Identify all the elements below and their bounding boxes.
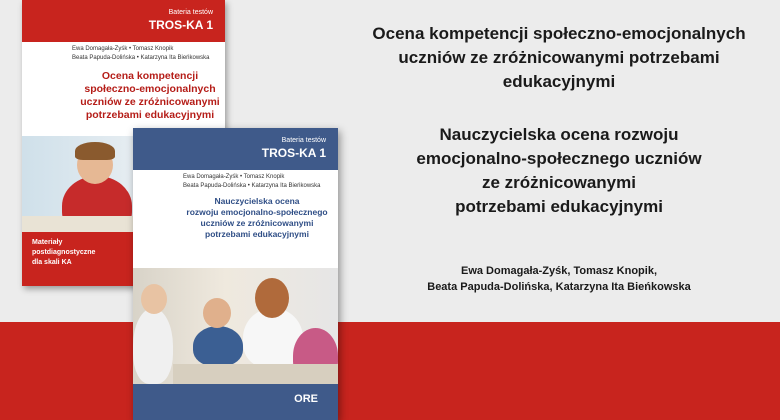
- book-title-line: społeczno-emocjonalnych: [84, 83, 216, 95]
- book-title-line: rozwoju emocjonalno-społecznego: [186, 207, 328, 217]
- book-note-line: postdiagnostyczne: [32, 249, 96, 256]
- authors-line: Ewa Domagała-Zyśk, Tomasz Knopik,: [460, 265, 657, 277]
- boy-head: [203, 298, 231, 328]
- book-note: [32, 238, 132, 268]
- book-note-line: Materiały: [32, 239, 63, 246]
- book-title-line: uczniów ze zróżnicowanymi: [200, 218, 314, 228]
- boy-hair: [75, 142, 115, 160]
- book-authors-line: Beata Papuda-Dolińska • Katarzyna Ita Bieńkowska: [183, 183, 321, 189]
- book-title-line: potrzebami edukacyjnymi: [85, 109, 215, 121]
- book-series-label: Bateria testów: [168, 9, 213, 16]
- book-note-line: dla skali KA: [32, 259, 72, 266]
- book-series-label: Bateria testów: [281, 137, 326, 144]
- book-authors-line: Beata Papuda-Dolińska • Katarzyna Ita Bieńkowska: [72, 55, 210, 61]
- cover-photo-classroom: [133, 268, 338, 384]
- book-title-line: Nauczycielska ocena: [214, 196, 300, 206]
- book-title-line: Ocena kompetencji: [101, 70, 199, 82]
- book-authors: [72, 45, 222, 63]
- book-authors: [183, 173, 335, 191]
- book-title: [80, 70, 220, 122]
- title-1-line: uczniów ze zróżnicowanymi potrzebami: [398, 48, 720, 67]
- title-1: [338, 22, 780, 94]
- book-authors-line: Ewa Domagała-Zyśk • Tomasz Knopik: [183, 174, 285, 180]
- title-2-line: emocjonalno-społecznego uczniów: [416, 149, 702, 168]
- book-code: TROS-KA 1: [261, 146, 326, 160]
- book-title-line: uczniów ze zróżnicowanymi: [80, 96, 220, 108]
- title-2: [338, 123, 780, 219]
- title-1-line: edukacyjnymi: [502, 72, 616, 91]
- authors-line: Beata Papuda-Dolińska, Katarzyna Ita Bieńkowska: [427, 281, 691, 293]
- boy-figure: [193, 326, 243, 366]
- book-code: TROS-KA 1: [148, 18, 213, 32]
- teacher-head: [255, 278, 289, 318]
- desk: [173, 364, 338, 384]
- ore-logo: ORE: [294, 393, 318, 405]
- authors: [338, 263, 780, 295]
- title-2-line: ze zróżnicowanymi: [482, 173, 636, 192]
- text-panel: [338, 0, 780, 322]
- book-title-line: potrzebami edukacyjnymi: [205, 229, 309, 239]
- book-cover-blue: [133, 128, 338, 420]
- title-1-line: Ocena kompetencji społeczno-emocjonalnych: [372, 24, 746, 43]
- book-authors-line: Ewa Domagała-Zyśk • Tomasz Knopik: [72, 46, 174, 52]
- girl-head: [141, 284, 167, 314]
- title-2-line: Nauczycielska ocena rozwoju: [439, 125, 679, 144]
- title-2-line: potrzebami edukacyjnymi: [455, 197, 663, 216]
- red-band: [0, 322, 780, 420]
- book-title: [181, 196, 333, 240]
- girl-figure: [133, 308, 173, 384]
